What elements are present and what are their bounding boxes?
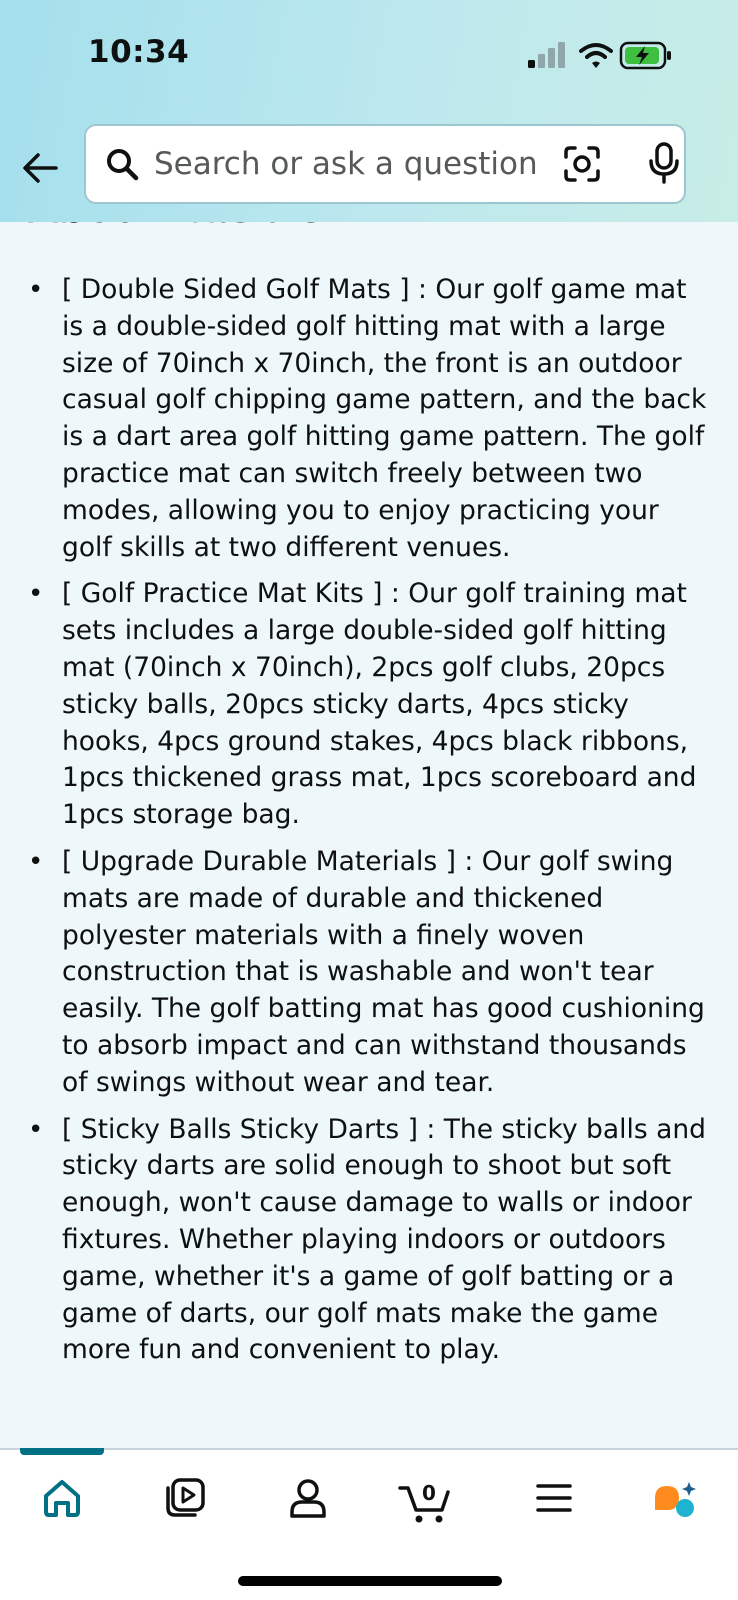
bullet-text: [ Sticky Balls Sticky Darts ] : The sticky balls and sticky darts are solid enough to shoot but soft enough, won't cause damage to walls or indoor fixtures. Whether playing indoors or outdoors game, whether it's a game of golf batting or a game of darts, our golf mats make the game more fun and convenient to play. [62,1113,706,1366]
microphone-icon[interactable] [646,142,682,184]
camera-scan-icon[interactable] [562,144,602,184]
bottom-navigation [0,1448,738,1600]
search-input[interactable] [84,124,686,204]
back-arrow-icon [18,144,66,192]
nav-menu[interactable] [524,1476,584,1532]
account-icon [286,1476,330,1520]
bullet-item [0,272,738,566]
search-placeholder: Search or ask a question [154,146,538,182]
cart-icon [398,1476,458,1526]
signal-icon [528,42,565,68]
status-time: 10:34 [88,34,190,70]
bullet-dot: • [28,579,44,610]
top-header [0,0,738,222]
battery-icon [621,43,671,68]
nav-cart[interactable] [398,1476,458,1532]
bullet-item [0,576,738,834]
search-icon [104,146,140,182]
nav-home[interactable] [32,1476,92,1532]
bullet-text: [ Double Sided Golf Mats ] : Our golf game mat is a double-sided golf hitting mat with a large size of 70inch x 70inch, the front is an outdoor casual golf chipping game pattern, and the back is a dart area golf hitting game pattern. The golf practice mat can switch freely between two modes, allowing you to enjoy practicing your golf skills at two different venues. [62,274,707,563]
cart-count: 0 [422,1481,436,1505]
bullet-item [0,1112,738,1370]
bullet-dot: • [28,275,44,305]
home-icon [40,1476,84,1520]
nav-video[interactable] [155,1476,215,1532]
back-button[interactable] [18,144,66,192]
bullet-dot: • [28,846,44,877]
feature-bullets [0,272,738,1379]
video-icon [163,1476,207,1520]
wifi-icon [581,45,611,68]
active-tab-indicator [20,1448,104,1455]
bullet-item [0,844,738,1102]
rufus-icon [651,1476,701,1526]
nav-account[interactable] [278,1476,338,1532]
status-icons [528,40,678,72]
home-indicator [238,1576,502,1586]
bullet-dot: • [28,1114,44,1145]
product-details [0,160,738,1450]
bullet-text: [ Upgrade Durable Materials ] : Our golf swing mats are made of durable and thickened polyester materials with a finely woven construction that is washable and won't tear easily. The golf batting mat has good cushioning to absorb impact and can withstand thousands of swings without wear and tear. [62,845,705,1098]
bullet-text: [ Golf Practice Mat Kits ] : Our golf training mat sets includes a large double-sided golf hitting mat (70inch x 70inch), 2pcs golf clubs, 20pcs sticky balls, 20pcs sticky darts, 4pcs sticky hooks, 4pcs ground stakes, 4pcs black ribbons, 1pcs thickened grass mat, 1pcs scoreboard and 1pcs storage bag. [62,578,697,831]
nav-rufus[interactable] [646,1476,706,1532]
menu-icon [532,1476,576,1520]
